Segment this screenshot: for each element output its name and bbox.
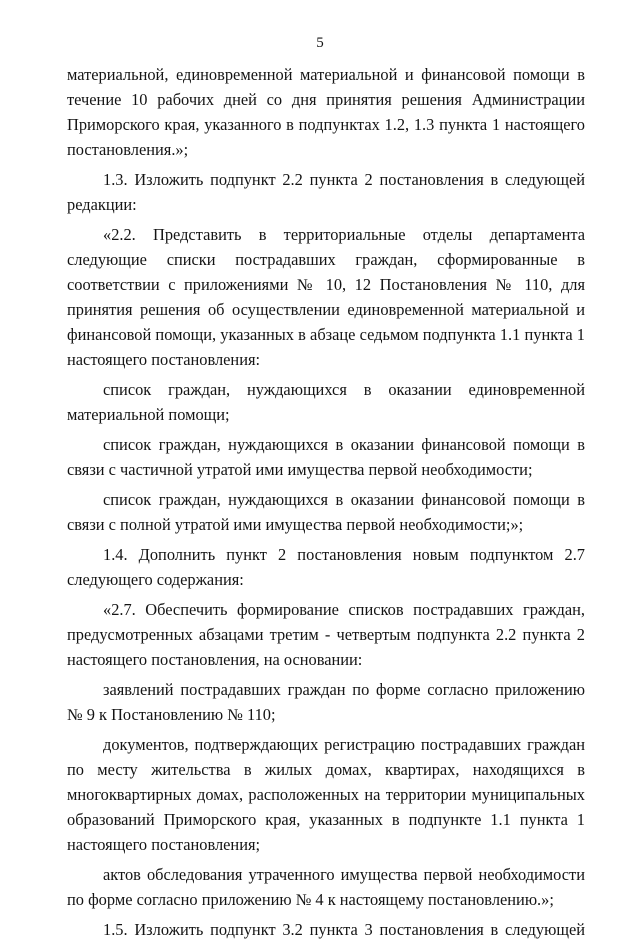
paragraph-list-item: список граждан, нуждающихся в оказании финансовой помощи в связи с частичной утратой ими имущества первой необходимости; — [67, 435, 585, 479]
paragraph-list-item: список граждан, нуждающихся в оказании единовременной материальной помощи; — [67, 380, 585, 424]
paragraph-list-item: документов, подтверждающих регистрацию пострадавших граждан по месту жительства в жилых домах, квартирах, находящихся в многоквартирных домах, расположенных на территории муниципальных образований Приморского края, указанных в подпункте 1.1 пункта 1 настоящего постановления; — [67, 735, 585, 854]
paragraph-continuation: материальной, единовременной материальной и финансовой помощи в течение 10 рабочих дней со дня принятия решения Администрации Приморского края, указанного в подпунктах 1.2, 1.3 пункта 1 настоящего постановления.»; — [67, 65, 585, 159]
paragraph-item-1-5: 1.5. Изложить подпункт 3.2 пункта 3 постановления в следующей — [103, 920, 585, 939]
paragraph-list-item: список граждан, нуждающихся в оказании финансовой помощи в связи с полной утратой ими имущества первой необходимости;»; — [67, 490, 585, 534]
paragraph-item-1-3: 1.3. Изложить подпункт 2.2 пункта 2 постановления в следующей редакции: — [67, 170, 585, 214]
paragraph-quote-2-2: «2.2. Представить в территориальные отделы департамента следующие списки пострадавших граждан, сформированные в соответствии с приложениями № 10, 12 Постановления № 110, для принятия решения об осуществлении единовременной материальной и финансовой помощи, указанных в абзаце седьмом подпункта 1.1 пункта 1 настоящего постановления: — [67, 225, 585, 369]
document-body — [67, 62, 585, 942]
paragraph-list-item: актов обследования утраченного имущества первой необходимости по форме согласно приложению № 4 к настоящему постановлению.»; — [67, 865, 585, 909]
paragraph-list-item: заявлений пострадавших граждан по форме согласно приложению № 9 к Постановлению № 110; — [67, 680, 585, 724]
paragraph-item-1-4: 1.4. Дополнить пункт 2 постановления новым подпунктом 2.7 следующего содержания: — [67, 545, 585, 589]
page-number: 5 — [316, 35, 324, 51]
paragraph-quote-2-7: «2.7. Обеспечить формирование списков пострадавших граждан, предусмотренных абзацами третим - четвертым подпункта 2.2 пункта 2 настоящего постановления, на основании: — [67, 600, 585, 669]
